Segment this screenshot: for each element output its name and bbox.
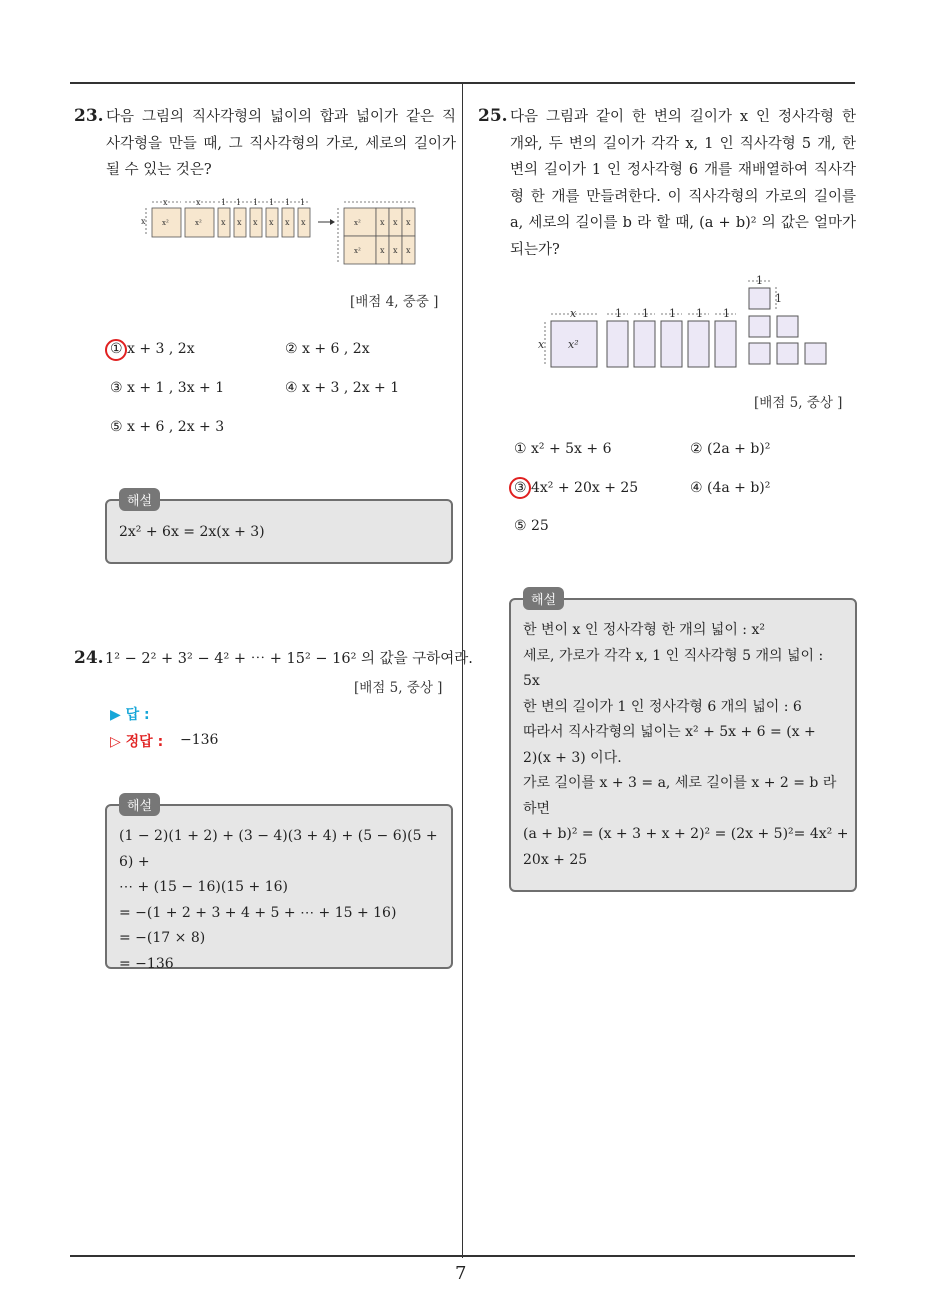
- q23-fig-label-x: x: [301, 218, 306, 227]
- q25-explanation-line: 세로, 가로가 각각 x, 1 인 직사각형 5 개의 넓이 :: [523, 647, 824, 664]
- q23-number: 23.: [74, 106, 104, 126]
- q23-fig-label-one: 1: [285, 198, 291, 207]
- q24-explanation-line: = −136: [119, 955, 174, 972]
- q25-fig-label-one: 1: [669, 307, 676, 320]
- q25-line: 되는가?: [510, 241, 560, 258]
- q25-fig-label-one: 1: [615, 307, 622, 320]
- q23-explanation-tag: 해설: [119, 488, 160, 511]
- q23-line: 될 수 있는 것은?: [106, 162, 212, 178]
- q24-correct-value: −136: [180, 732, 219, 748]
- q24-question: 1² − 2² + 3² − 4² + ⋯ + 15² − 16² 의 값을 구하여라.: [105, 651, 473, 667]
- q25-explanation-line: 20x + 25: [523, 851, 588, 868]
- q23-fig-label-x: x: [380, 246, 385, 255]
- q23-choice-1[interactable]: ① x + 3 , 2x: [110, 341, 195, 357]
- q23-fig-label-x2: x²: [195, 219, 202, 227]
- q23-fig-label-x2: x²: [162, 219, 169, 227]
- q23-line: 다음 그림의 직사각형의 넓이의 합과 넓이가 같은 직: [106, 109, 456, 125]
- q25-explanation: [523, 618, 849, 873]
- q23-fig-label-x: x: [406, 218, 411, 227]
- q25-explanation-line: 한 변의 길이가 1 인 정사각형 6 개의 넓이 : 6: [523, 698, 802, 715]
- q23-fig-label-x: x: [285, 218, 290, 227]
- q25-line: 형 한 개를 만들려한다. 이 직사각형의 가로의 길이를: [510, 188, 856, 205]
- q24-explanation-box: [105, 804, 453, 972]
- q23-fig-label-one: 1: [253, 198, 259, 207]
- q25-choice-5[interactable]: ⑤ 25: [514, 518, 549, 534]
- q23-fig-label-x: x: [221, 218, 226, 227]
- q23-figure: [140, 196, 420, 268]
- q25-explanation-line: 한 변이 x 인 정사각형 한 개의 넓이 : x²: [523, 622, 765, 638]
- q25-choice-2[interactable]: ② (2a + b)²: [690, 441, 771, 457]
- q23-fig-label-x: x: [393, 218, 398, 227]
- q25-fig-label-one: 1: [723, 307, 730, 320]
- q24-explanation-tag: 해설: [119, 793, 160, 816]
- q25-fig-label-x2: x²: [568, 338, 579, 351]
- q25-explanation-line: 5x: [523, 673, 540, 689]
- page-number: 7: [455, 1263, 467, 1284]
- q25-fig-label-one: 1: [756, 274, 763, 287]
- q23-fig-label-one: 1: [236, 198, 242, 207]
- q24-explanation-line: = −(17 × 8): [119, 930, 206, 946]
- q23-choice-5[interactable]: ⑤ x + 6 , 2x + 3: [110, 419, 225, 435]
- q23-fig-label-x: x: [393, 246, 398, 255]
- q23-fig-label-one: 1: [300, 198, 306, 207]
- q25-question: [510, 104, 856, 263]
- q25-fig-label-one: 1: [696, 307, 703, 320]
- q23-fig-label-one: 1: [221, 198, 227, 207]
- q23-fig-label-x: x: [163, 198, 168, 207]
- q24-explanation-line: ⋯ + (15 − 16)(15 + 16): [119, 879, 288, 895]
- q25-fig-label-one: 1: [775, 292, 782, 305]
- q23-meta: [배점 4, 중중 ]: [350, 294, 439, 310]
- q23-fig-label-x: x: [196, 198, 201, 207]
- q23-line: 사각형을 만들 때, 그 직사각형의 가로, 세로의 길이가: [106, 135, 456, 152]
- q25-line: 변의 길이가 1 인 정사각형 6 개를 재배열하여 직사각: [510, 162, 856, 178]
- q23-question: [106, 104, 456, 184]
- q25-explanation-box: [509, 598, 857, 892]
- q25-line: 개와, 두 변의 길이가 각각 x, 1 인 직사각형 5 개, 한: [510, 135, 856, 152]
- q24-answer-input[interactable]: [180, 702, 380, 722]
- q23-fig-label-x: x: [141, 217, 146, 226]
- q23-explanation: 2x² + 6x = 2x(x + 3): [119, 524, 265, 540]
- q24-number: 24.: [74, 648, 104, 668]
- q24-explanation-line: = −(1 + 2 + 3 + 4 + 5 + ⋯ + 15 + 16): [119, 904, 397, 921]
- q23-choice-3[interactable]: ③ x + 1 , 3x + 1: [110, 380, 225, 396]
- q24-correct-label: ▷ 정답 :: [110, 734, 164, 750]
- q23-choice-2[interactable]: ② x + 6 , 2x: [285, 341, 370, 357]
- q25-explanation-line: (a + b)² = (x + 3 + x + 2)² = (2x + 5)²= 4x² +: [523, 826, 849, 842]
- q25-line: 다음 그림과 같이 한 변의 길이가 x 인 정사각형 한: [510, 109, 856, 125]
- q25-choice-1[interactable]: ① x² + 5x + 6: [514, 441, 612, 457]
- q24-answer-label: ▶ 답 :: [110, 707, 150, 723]
- q25-explanation-line: 따라서 직사각형의 넓이는 x² + 5x + 6 = (x +: [523, 724, 816, 740]
- q25-explanation-line: 2)(x + 3) 이다.: [523, 749, 622, 766]
- q23-fig-label-x: x: [380, 218, 385, 227]
- q25-meta: [배점 5, 중상 ]: [754, 395, 843, 411]
- q23-fig-label-x: x: [253, 218, 258, 227]
- q23-fig-label-x2: x²: [354, 247, 361, 255]
- q25-explanation-tag: 해설: [523, 587, 564, 610]
- q24-meta: [배점 5, 중상 ]: [354, 680, 443, 696]
- q25-explanation-line: 가로 길이를 x + 3 = a, 세로 길이를 x + 2 = b 라: [523, 775, 837, 791]
- q23-fig-label-x: x: [406, 246, 411, 255]
- q24-explanation-line: (1 − 2)(1 + 2) + (3 − 4)(3 + 4) + (5 − 6)(5 + 6) +: [119, 828, 438, 870]
- bottom-rule: [70, 1255, 855, 1257]
- q23-fig-label-x2: x²: [354, 219, 361, 227]
- q24-explanation: [119, 824, 451, 977]
- q23-choice-4[interactable]: ④ x + 3 , 2x + 1: [285, 380, 400, 396]
- q25-fig-label-x: x: [570, 307, 577, 320]
- q23-fig-label-one: 1: [269, 198, 275, 207]
- q23-fig-label-x: x: [237, 218, 242, 227]
- q25-number: 25.: [478, 106, 508, 126]
- q25-figure: [535, 270, 835, 370]
- q25-fig-label-one: 1: [642, 307, 649, 320]
- q25-line: a, 세로의 길이를 b 라 할 때, (a + b)² 의 값은 얼마가: [510, 215, 856, 231]
- q25-fig-label-x: x: [538, 338, 545, 351]
- q25-choice-4[interactable]: ④ (4a + b)²: [690, 480, 771, 496]
- q23-fig-label-x: x: [269, 218, 274, 227]
- q25-explanation-line: 하면: [523, 800, 551, 817]
- q25-choice-3[interactable]: ③ 4x² + 20x + 25: [514, 480, 639, 496]
